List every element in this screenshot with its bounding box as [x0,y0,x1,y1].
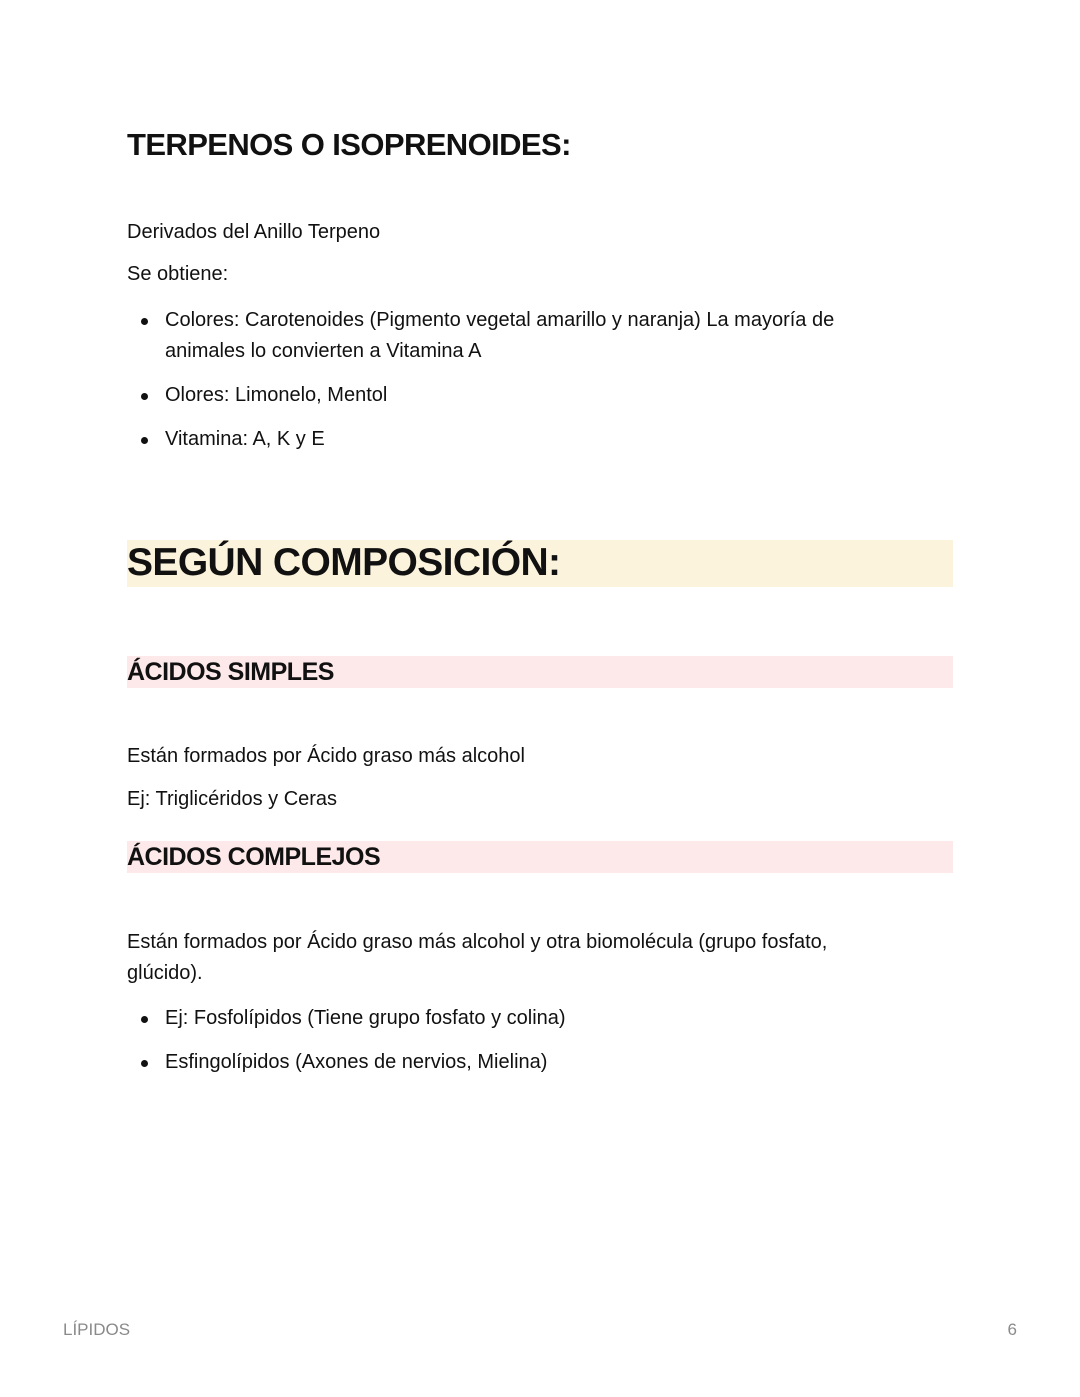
bullet-icon [141,437,148,444]
bullet-icon [141,1016,148,1023]
list-item-text: Ej: Fosfolípidos (Tiene grupo fosfato y colina) [165,1007,566,1029]
paragraph-complejos-definicion: Están formados por Ácido graso más alcohol y otra biomolécula (grupo fosfato, glúcido). [127,931,828,984]
list-item [127,424,917,455]
section-heading-composicion: SEGÚN COMPOSICIÓN: [127,541,561,584]
paragraph-simples-ejemplo: Ej: Triglicéridos y Ceras [127,788,338,810]
list-item-text: Vitamina: A, K y E [165,428,325,450]
bullet-icon [141,1060,148,1067]
subheading-acidos-complejos: ÁCIDOS COMPLEJOS [127,843,381,871]
list-item [127,305,917,367]
bullet-icon [141,393,148,400]
footer-page-number: 6 [1007,1320,1017,1339]
terpenos-bullet-list [127,305,917,455]
paragraph-se-obtiene: Se obtiene: [127,263,229,285]
paragraph-simples-definicion: Están formados por Ácido graso más alcohol [127,745,525,767]
section-heading-terpenos: TERPENOS O ISOPRENOIDES: [127,127,571,162]
list-item [127,1003,917,1034]
list-item-text: Olores: Limonelo, Mentol [165,384,388,406]
bullet-icon [141,318,148,325]
list-item-text: Colores: Carotenoides (Pigmento vegetal amarillo y naranja) La mayoría de animales lo convierten a Vitamina A [165,309,835,362]
complejos-bullet-list [127,1003,917,1078]
paragraph-derivados: Derivados del Anillo Terpeno [127,221,381,243]
list-item-text: Esfingolípidos (Axones de nervios, Mielina) [165,1051,548,1073]
list-item [127,380,917,411]
footer-document-title: LÍPIDOS [63,1320,131,1339]
list-item [127,1047,917,1078]
subheading-acidos-simples: ÁCIDOS SIMPLES [127,658,334,686]
